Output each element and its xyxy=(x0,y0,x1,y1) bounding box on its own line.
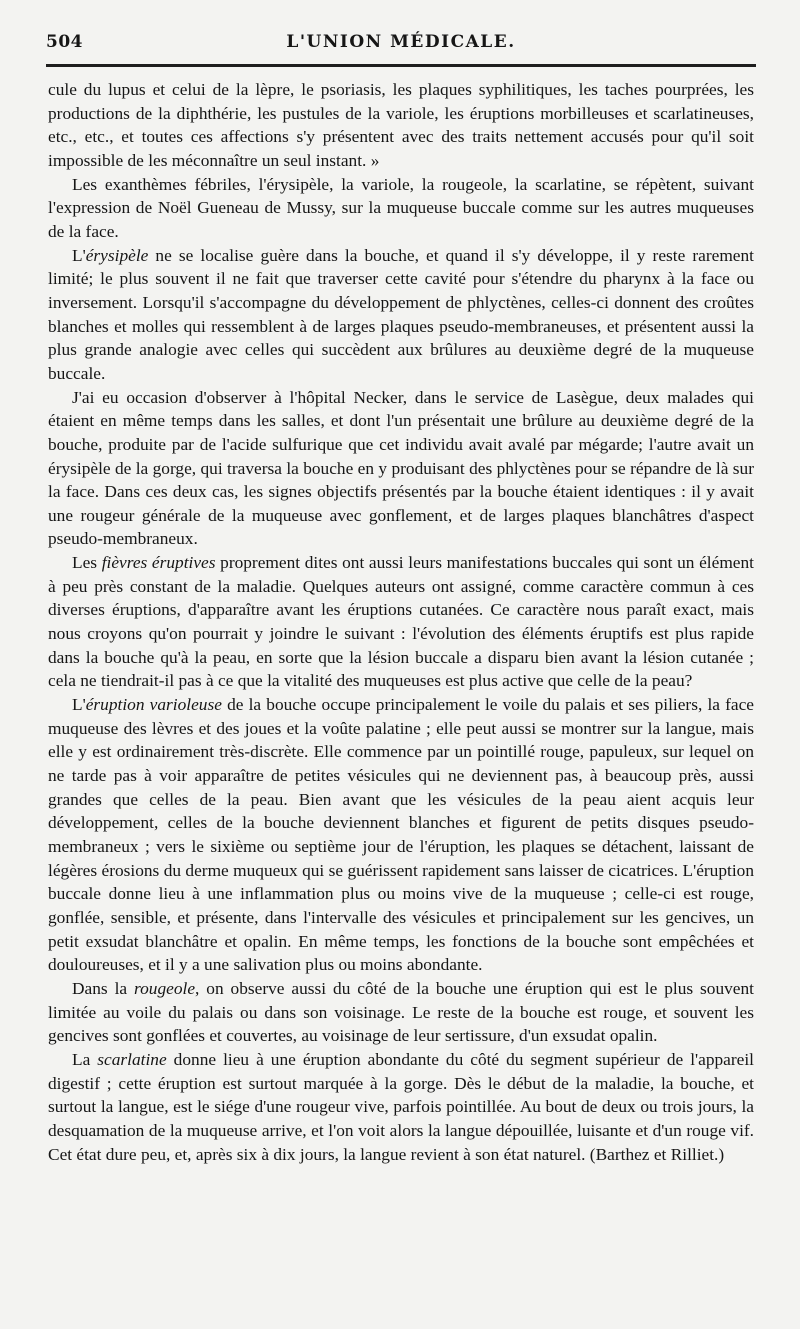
paragraph xyxy=(48,386,754,552)
text-run: cule du lupus et celui de la lèpre, le psoriasis, les plaques syphilitiques, les taches pourprées, les productions de la diphthérie, les pustules de la variole, les éruptions morbilleuses et scarlatineuses, etc., etc., et toutes ces affections s'y présentent avec des traits nettement accusés pour qu'il soit impossible de les méconnaître un seul instant. » xyxy=(48,80,754,170)
paragraph xyxy=(48,551,754,693)
italic-term: éruption varioleuse xyxy=(85,695,222,715)
italic-term: érysipèle xyxy=(85,245,149,265)
text-run: Les xyxy=(72,553,102,573)
paragraph xyxy=(48,173,754,244)
page-number: 504 xyxy=(46,32,83,52)
paragraph xyxy=(48,244,754,386)
paragraph xyxy=(48,78,754,173)
text-run: L' xyxy=(72,245,86,265)
text-run: de la bouche occupe principalement le voile du palais et ses piliers, la face muqueuse des lèvres et des joues et la voûte palatine ; elle peut aussi se montrer sur la langue, mais elle y est ordinairement très-discrète. Elle commence par un pointillé rouge, papuleux, sur lequel on ne tarde pas à voir apparaître de petites vésicules qui ne deviennent pas, à beaucoup près, aussi grandes que celles de la peau. Bien avant que les vésicules de la peau aient acquis leur développement, celles de la bouche deviennent blanches et figurent de petits disques pseudo-membraneux ; vers le sixième ou septième jour de l'éruption, les plaques se détachent, laissant de légères érosions du derme muqueux qui se guérissent rapidement sans laisser de cicatrices. L'éruption buccale donne lieu à une inflammation plus ou moins vive de la muqueuse ; celle-ci est rouge, gonflée, sensible, et présente, dans l'intervalle des vésicules et principalement sur les gencives, un petit exsudat blanchâtre et opalin. En même temps, les fonctions de la bouche sont empêchées et douloureuses, et il y a une salivation plus ou moins abondante. xyxy=(48,695,754,975)
text-run: , on observe aussi du côté de la bouche une éruption qui est le plus souvent limitée au voile du palais ou dans son voisinage. Le reste de la bouche est rouge, et souvent les gencives sont gonflées et couvertes, au voisinage de leur sertissure, d'un exsudat opalin. xyxy=(48,978,754,1046)
text-run: J'ai eu occasion d'observer à l'hôpital Necker, dans le service de Lasègue, deux malades qui étaient en même temps dans les salles, et dont l'un présentait une brûlure au deuxième degré de la bouche, produite par de l'acide sulfurique que cet individu avait avalé par mégarde; l'autre avait un érysipèle de la gorge, qui traversa la bouche en y produisant des phlyctènes pour se répandre de là sur la face. Dans ces deux cas, les signes objectifs présentés par la bouche étaient identiques : il y avait une rougeur générale de la muqueuse avec gonflement, et de larges plaques blanchâtres d'aspect pseudo-membraneux. xyxy=(48,387,754,549)
text-run: donne lieu à une éruption abondante du côté du segment supérieur de l'appareil digestif ; cette éruption est surtout marquée à la gorge. Dès le début de la maladie, la bouche, et surtout la langue, est le siége d'une rougeur vive, parfois pointillée. Au bout de deux ou trois jours, la desquamation de la muqueuse arrive, et l'on voit alors la langue dépouillée, luisante et d'un rouge vif. Cet état dure peu, et, après six à dix jours, la langue revient à son état naturel. (Barthez et Rilliet.) xyxy=(48,1049,754,1164)
text-run: Dans la xyxy=(72,978,135,998)
header-rule xyxy=(46,64,756,67)
text-run: ne se localise guère dans la bouche, et quand il s'y développe, il y reste rarement limité; le plus souvent il ne fait que traverser cette cavité pour s'étendre du pharynx à la face ou inversement. Lorsqu'il s'accompagne du développement de phlyctènes, celles-ci donnent des croûtes blanches et molles qui ressemblent à de larges plaques pseudo-membraneuses, et présentent aussi la plus grande analogie avec celles qui succèdent aux brûlures au deuxième degré de la muqueuse buccale. xyxy=(48,245,754,383)
paragraph xyxy=(48,977,754,1048)
paragraph xyxy=(48,693,754,977)
text-run: Les exanthèmes fébriles, l'érysipèle, la variole, la rougeole, la scarlatine, se répètent, suivant l'expression de Noël Gueneau de Mussy, sur la muqueuse buccale comme sur les autres muqueuses de la face. xyxy=(48,174,754,241)
running-title: L'UNION MÉDICALE. xyxy=(286,32,516,52)
paragraph xyxy=(48,1048,754,1166)
italic-term: fièvres éruptives xyxy=(101,553,216,573)
page-header xyxy=(46,32,756,60)
body-text xyxy=(48,78,754,1166)
text-run: proprement dites ont aussi leurs manifestations buccales qui sont un élément à peu près constant de la maladie. Quelques auteurs ont assigné, comme caractère commun à ces diverses éruptions, d'apparaître avant les éruptions cutanées. Ce caractère nous paraît exact, mais nous croyons qu'on pourrait y joindre le suivant : l'évolution des éléments éruptifs est plus rapide dans la bouche qu'à la peau, en sorte que la lésion buccale a disparu bien avant la lésion cutanée ; cela ne tiendrait-il pas à ce que la vitalité des muqueuses est plus active que celle de la peau? xyxy=(48,553,754,691)
text-run: L' xyxy=(72,695,86,715)
italic-term: scarlatine xyxy=(97,1049,167,1069)
italic-term: rougeole xyxy=(134,978,196,998)
text-run: La xyxy=(72,1049,98,1069)
